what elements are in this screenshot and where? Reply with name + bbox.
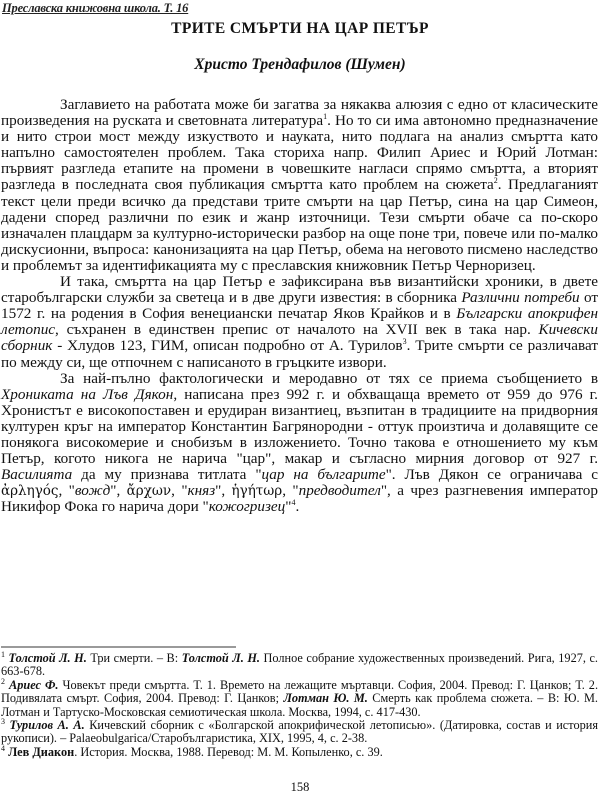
footnote-ref-4[interactable]: 4: [291, 498, 296, 508]
footnote-separator: [1, 646, 236, 648]
footnote-3: [1, 716, 599, 746]
cited-author: Лотман Ю. М.: [283, 691, 368, 706]
paragraph-1: [1, 97, 598, 274]
article-author: Христо Трендафилов (Шумен): [194, 56, 406, 73]
italic-term: вожд: [74, 482, 111, 500]
text-run: И така, смъртта на цар Петър е зафиксирана във византийски хроники, в двете старобългарски служби за светеца и в две други известия: в сборника: [1, 273, 598, 307]
greek-term: ἀρληγός: [1, 483, 59, 500]
running-head: Преславска книжовна школа. Т. 16: [2, 1, 189, 15]
footnote-1: [1, 649, 599, 679]
text-run: .: [295, 498, 300, 516]
italic-term: княз: [187, 482, 216, 500]
text-run: . Трите смърти се различават по между си, ще отпочнем с написаното в гръцките извори.: [1, 337, 598, 371]
citation-text: Смерть как проблема сюжета. – В: Ю. М. Лотман и Тартуско-Московская семиотическая школа. Москва, 1994, с. 417-430.: [1, 691, 598, 719]
footnote-ref-3[interactable]: 3: [402, 337, 407, 347]
page-number: 158: [290, 780, 310, 794]
citation-text: Три смерти. – В:: [86, 651, 182, 665]
cited-author: Толстой Л. Н.: [8, 651, 87, 665]
italic-term: Василията: [1, 466, 73, 484]
text-run: от 1572 г. на родения в София венециански печатар Яков Крайков и в: [1, 289, 598, 323]
italic-term: кожогризец: [208, 498, 286, 516]
italic-term: цар на българите: [261, 466, 386, 484]
text-run: Заглавието на работата може би загатва за някаква алюзия с едно от класическите произведения на руската и световната литература: [1, 96, 598, 130]
text-run: - Хлудов 123, ГИМ, описан подробно от А. Турилов: [52, 337, 403, 355]
italic-title: Хрониката на Лъв Дякон: [1, 385, 174, 403]
text-run: ". Лъв Дякон се ограничава с: [385, 466, 598, 484]
footnote-number: 1: [1, 649, 5, 659]
paragraph-2: [1, 274, 598, 371]
text-run: , ": [58, 482, 75, 500]
citation-text: Полное собрание художественных произведений. Рига, 1927, с. 663-678.: [1, 651, 599, 679]
greek-term: ἄρχων: [126, 483, 172, 500]
text-run: . Но то си има автономно предназначение и нито строи мост между изкуството и науката, нито подлага на анализ смъртта като напълно самостоятелен проблем. Така сториха напр. Филип Ариес и Юрий Лотман: първият разгледа етапите на промени в човешките нагласи спрямо смъртта, а вторият разгледа в последната своя публикация смъртта като проблем на сюжета: [1, 112, 598, 194]
text-run: , написана през 992 г. и обхващаща времето от 959 до 976 г. Хронистът е високопоставен и ерудиран византиец, възпитан в традициите на придворния културен кръг на император Константин Багрянородни - оттук произтича и долавящите се понякога високомерие и снобизъм в изложението. Точно такова е отношението му към Петър, когото никога не нарича "цар", макар и съгласно мирния договор от 927 г.: [1, 385, 598, 468]
text-run: , съхранен в единствен препис от началото на XVII век в така нар.: [55, 321, 539, 339]
footnote-2: [1, 676, 599, 719]
italic-title: Български апокрифен летопис: [1, 305, 598, 339]
cited-author: Турилов А. А.: [9, 718, 85, 733]
text-run: ",: [215, 482, 232, 500]
italic-title: Различни потреби: [461, 289, 580, 307]
footnote-number: 4: [1, 743, 5, 753]
cited-author: Толстой Л. Н.: [181, 651, 260, 665]
text-run: , ": [171, 482, 188, 500]
text-run: ", а чрез разгневения император Никифор Фока го нарича дори ": [1, 482, 598, 516]
greek-term: ἡγήτωρ: [231, 483, 283, 500]
footnote-4: [1, 743, 598, 759]
footnote-number: 2: [1, 676, 5, 686]
article-body: [1, 97, 598, 515]
text-run: За най-пълно фактологически и меродавно от тях се приема съобщението в: [60, 369, 598, 387]
text-run: ",: [110, 482, 127, 500]
footnote-number: 3: [1, 716, 5, 726]
paragraph-3: [1, 371, 598, 516]
footnote-ref-1[interactable]: 1: [323, 112, 328, 122]
footnote-ref-2[interactable]: 2: [493, 176, 498, 186]
article-title: ТРИТЕ СМЪРТИ НА ЦАР ПЕТЪР: [171, 20, 429, 37]
citation-text: Човекът преди смъртта. Т. 1. Времето на лежащите мъртавци. София, 2004. Превод: Г. Цанков; Т. 2. Подивялата смърт. София, 2004. Превод: Г. Цанков;: [1, 677, 599, 706]
text-run: да му признава титлата ": [72, 466, 262, 484]
italic-title: Кичевски сборник: [1, 321, 598, 355]
citation-text: . История. Москва, 1988. Перевод: М. М. Копыленко, с. 39.: [74, 744, 383, 759]
cited-author: Ариес Ф.: [9, 677, 59, 692]
cited-author: Лев Диакон: [8, 744, 75, 759]
text-run: ": [285, 498, 292, 516]
citation-text: Кичевский сборник с «Болгарской апокрифической летописью». (Датировка, состав и история рукописи). – Palaeobulgarica/Старобългаристика, XIX, 1995, 4, с. 2-38.: [1, 718, 599, 746]
text-run: . Предлаганият текст цели преди всичко да представи трите смърти на цар Петър, сина на цар Симеон, дадени според различни по език и жанр източници. Тези смърти обаче са по-скоро изначален плацдарм за културно-исторически разбор на още поне три, повече или по-малко дискусионни, въпроса: канонизацията на цар Петър, обема на неговото писмено наследство и проблемът за идентификацията му с преславския книжовник Петър Черноризец.: [1, 176, 598, 274]
text-run: , ": [282, 482, 299, 500]
footnotes: [1, 649, 599, 759]
italic-term: предводител: [298, 482, 381, 500]
